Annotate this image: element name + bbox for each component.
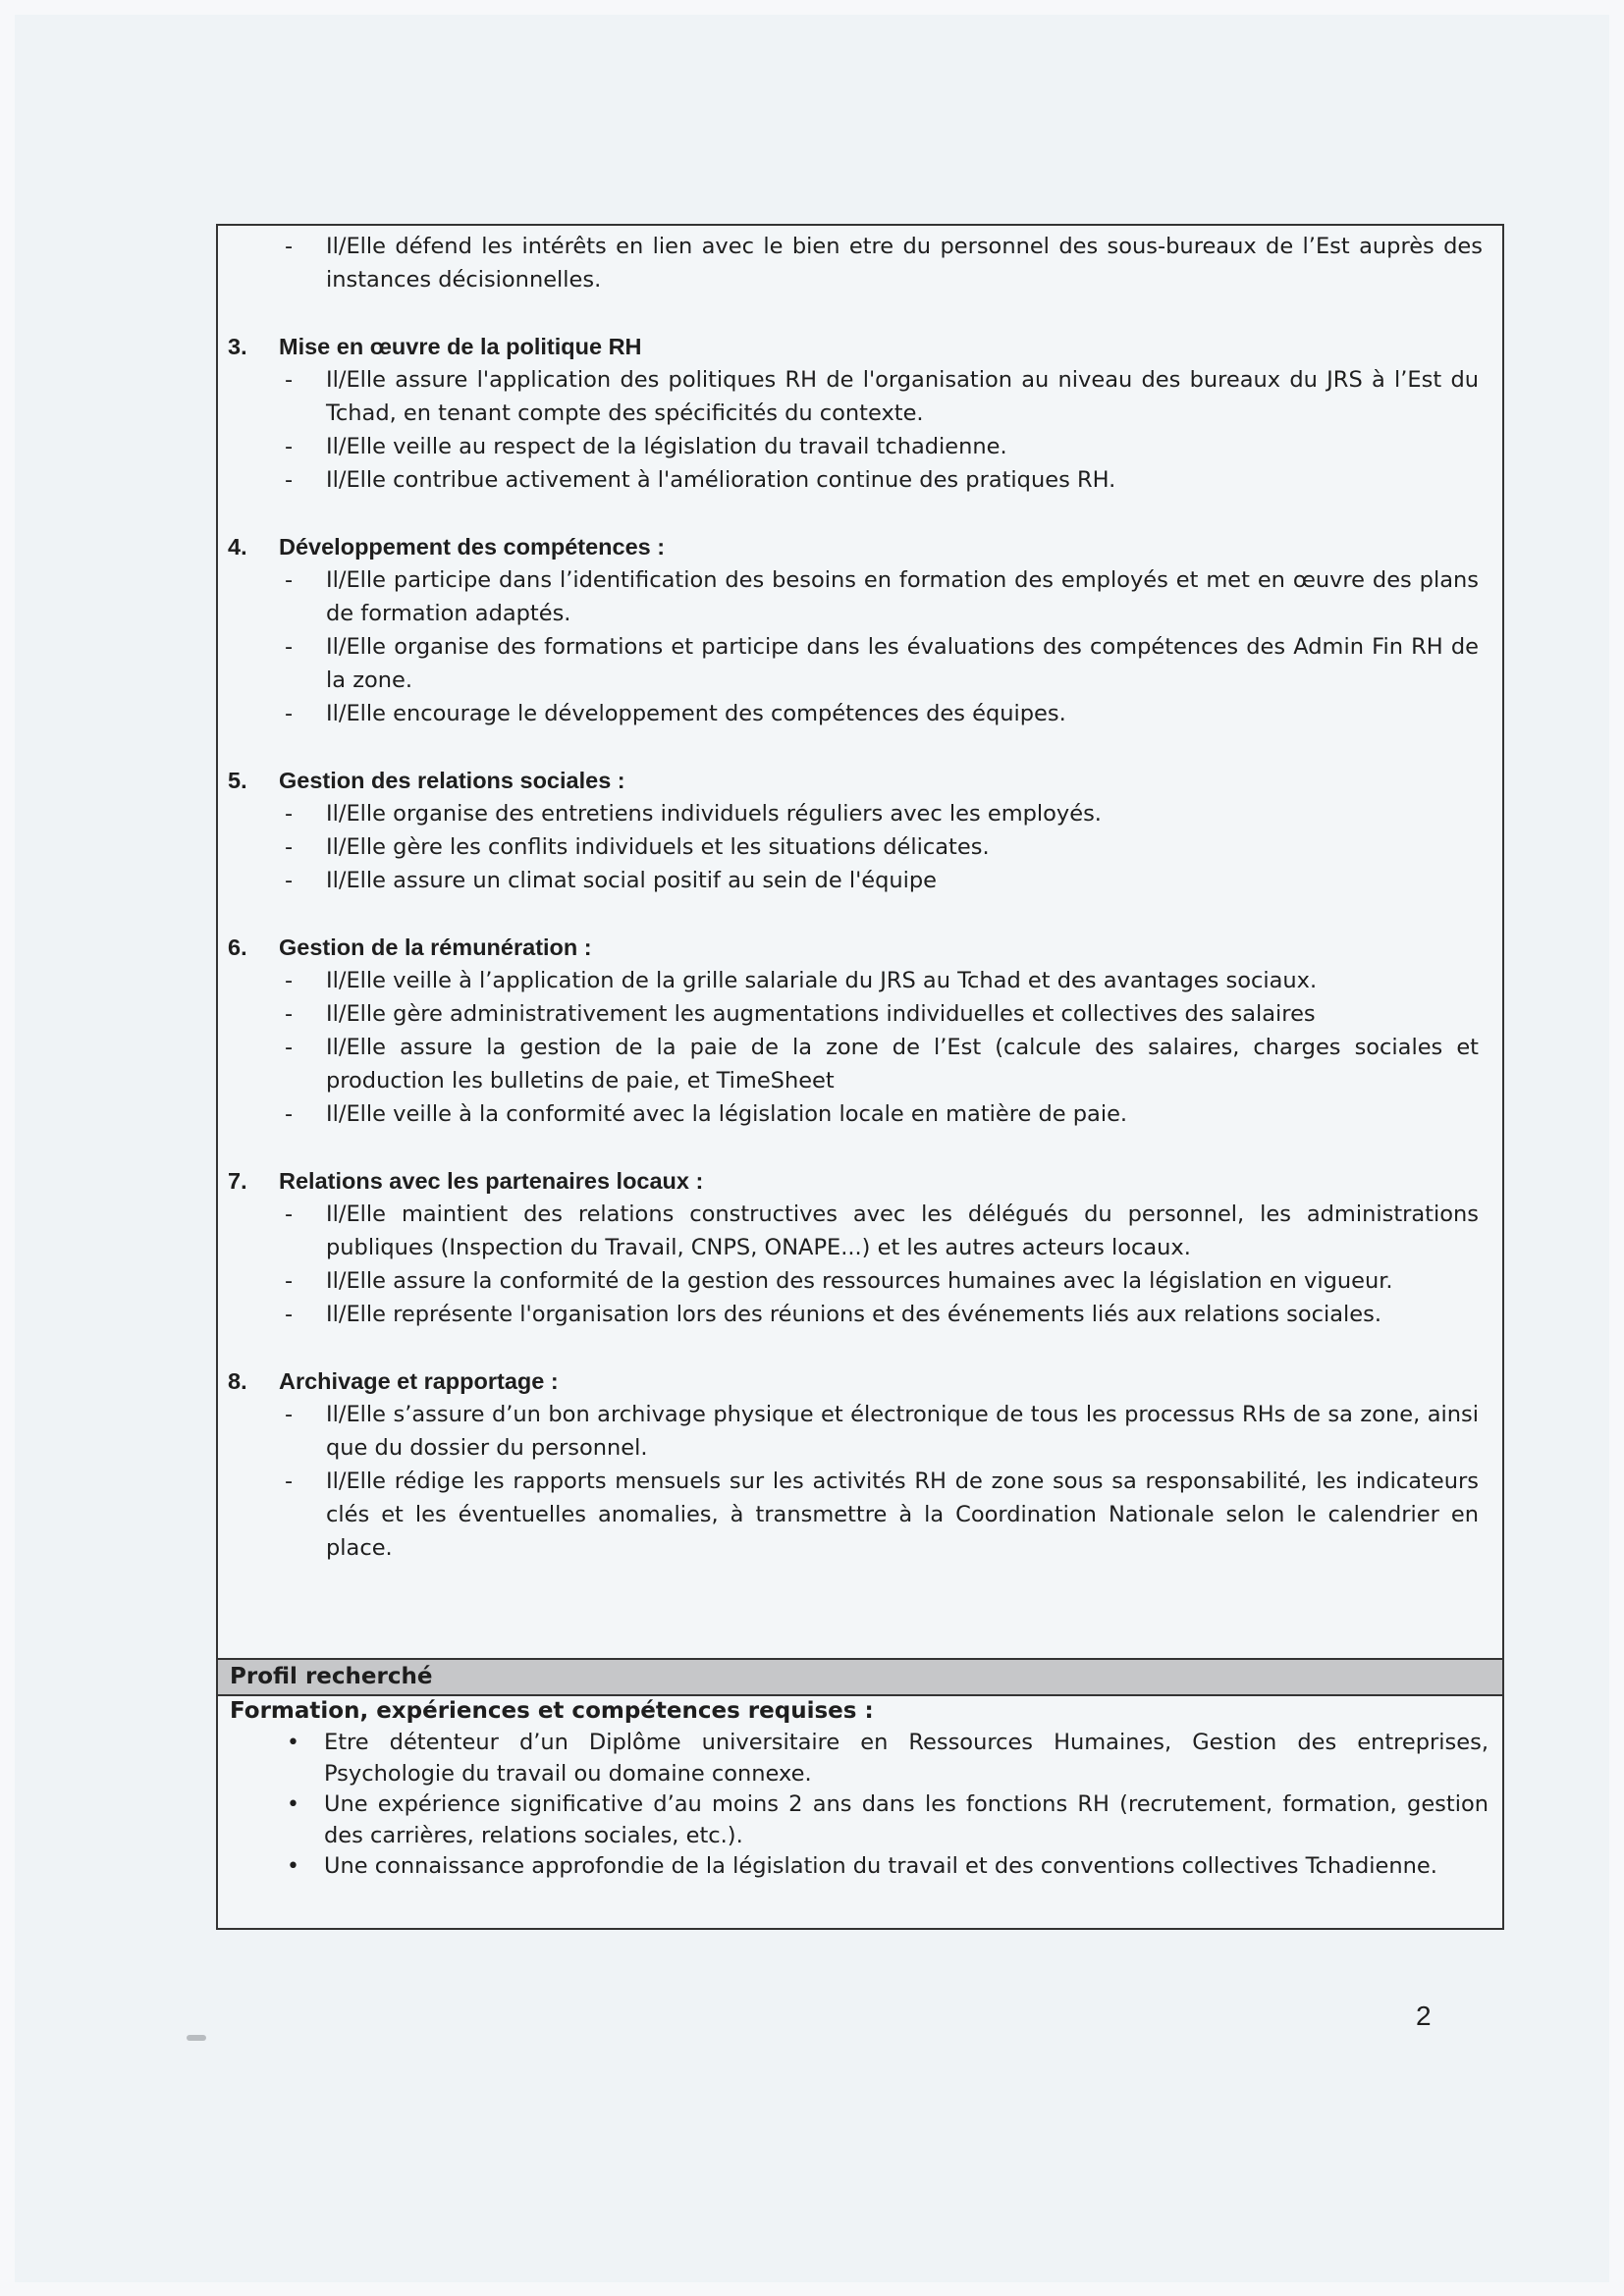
dash-marker: - [285,1201,294,1227]
dash-marker: - [285,1402,294,1427]
profil-block [218,1694,1502,1883]
list-item: - Il/Elle veille à la conformité avec la législation locale en matière de paie. [228,1097,1489,1131]
dash-marker: - [285,567,294,593]
section-7 [228,1164,1489,1331]
section-title: Archivage et rapportage : [279,1368,559,1394]
list-item: - Il/Elle maintient des relations constructives avec les délégués du personnel, les administrations publiques (Inspection du Travail, CNPS, ONAPE...) et les autres acteurs locaux. [228,1198,1489,1264]
profil-heading: Formation, expériences et compétences requises : [230,1698,874,1724]
section-title: Relations avec les partenaires locaux : [279,1168,704,1194]
section-8 [228,1364,1489,1565]
dash-marker: - [285,367,294,393]
intro-list [228,230,1489,296]
section-heading [228,330,1489,363]
bullet-marker: • [287,1731,299,1755]
section-4 [228,530,1489,730]
section-title: Mise en œuvre de la politique RH [279,334,642,359]
list-item: - Il/Elle gère administrativement les augmentations individuelles et collectives des salaires [228,997,1489,1031]
dash-marker: - [285,1268,294,1294]
dash-marker: - [285,1001,294,1027]
list-item: - Il/Elle contribue activement à l'amélioration continue des pratiques RH. [228,463,1489,497]
page-number: 2 [1416,2001,1432,2031]
dash-marker: - [285,1468,294,1494]
section-title: Gestion des relations sociales : [279,768,625,793]
section-number: 6. [228,934,247,960]
section-title: Gestion de la rémunération : [279,934,592,960]
section-heading [228,931,1489,964]
section-3 [228,330,1489,497]
list-item: - Il/Elle représente l'organisation lors des réunions et des événements liés aux relations sociales. [228,1298,1489,1331]
list-item: - Il/Elle assure l'application des politiques RH de l'organisation au niveau des bureaux du JRS à l’Est du Tchad, en tenant compte des spécificités du contexte. [228,363,1489,430]
dash-marker: - [285,1035,294,1060]
dash-marker: - [285,968,294,993]
list-item: - Il/Elle veille à l’application de la grille salariale du JRS au Tchad et des avantages sociaux. [228,964,1489,997]
list-item: - Il/Elle participe dans l’identification des besoins en formation des employés et met en œuvre des plans de formation adaptés. [228,563,1489,630]
list-item: - Il/Elle assure la conformité de la gestion des ressources humaines avec la législation en vigueur. [228,1264,1489,1298]
list-item: - Il/Elle veille au respect de la législation du travail tchadienne. [228,430,1489,463]
dash-marker: - [285,701,294,726]
list-item: - Il/Elle gère les conflits individuels et les situations délicates. [228,830,1489,864]
list-item: - Il/Elle rédige les rapports mensuels sur les activités RH de zone sous sa responsabilité, les indicateurs clés et les éventuelles anomalies, à transmettre à la Coordination Nationale selon le calendrier en place. [228,1465,1489,1565]
section-heading [228,764,1489,797]
dash-marker: - [285,234,294,259]
section-heading [228,1364,1489,1398]
list-item: - Il/Elle encourage le développement des compétences des équipes. [228,697,1489,730]
list-item: - Il/Elle s’assure d’un bon archivage physique et électronique de tous les processus RHs de sa zone, ainsi que du dossier du personnel. [228,1398,1489,1465]
list-item: - Il/Elle organise des entretiens individuels réguliers avec les employés. [228,797,1489,830]
section-number: 4. [228,534,247,560]
list-item: - Il/Elle assure la gestion de la paie de la zone de l’Est (calcule des salaires, charges sociales et production les bulletins de paie, et TimeSheet [228,1031,1489,1097]
dash-marker: - [285,1302,294,1327]
list-item: • Etre détenteur d’un Diplôme universitaire en Ressources Humaines, Gestion des entreprises, Psychologie du travail ou domaine connexe. [287,1730,1489,1787]
section-number: 7. [228,1168,247,1194]
bullet-marker: • [287,1854,299,1879]
content-frame [216,224,1504,1930]
dash-marker: - [285,434,294,459]
section-5 [228,764,1489,897]
dash-marker: - [285,801,294,827]
list-item: - Il/Elle organise des formations et participe dans les évaluations des compétences des Admin Fin RH de la zone. [228,630,1489,697]
profil-recherche-header: Profil recherché [218,1658,1502,1696]
list-item: - Il/Elle assure un climat social positif au sein de l'équipe [228,864,1489,897]
bullet-marker: • [287,1792,299,1817]
section-title: Développement des compétences : [279,534,666,560]
list-item: • Une expérience significative d’au moins 2 ans dans les fonctions RH (recrutement, formation, gestion des carrières, relations sociales, etc.). [287,1791,1489,1848]
section-number: 8. [228,1368,247,1394]
section-heading [228,1164,1489,1198]
responsibilities-block [218,226,1502,1565]
scan-artifact [187,2035,206,2041]
dash-marker: - [285,868,294,893]
section-number: 5. [228,768,247,793]
dash-marker: - [285,834,294,860]
list-item: - Il/Elle défend les intérêts en lien avec le bien etre du personnel des sous-bureaux de l’Est auprès des instances décisionnelles. [228,230,1489,296]
dash-marker: - [285,1101,294,1127]
section-6 [228,931,1489,1131]
dash-marker: - [285,634,294,660]
section-heading [228,530,1489,563]
list-item: • Une connaissance approfondie de la législation du travail et des conventions collectives Tchadienne. [230,1851,1489,1883]
dash-marker: - [285,467,294,493]
section-number: 3. [228,334,247,359]
